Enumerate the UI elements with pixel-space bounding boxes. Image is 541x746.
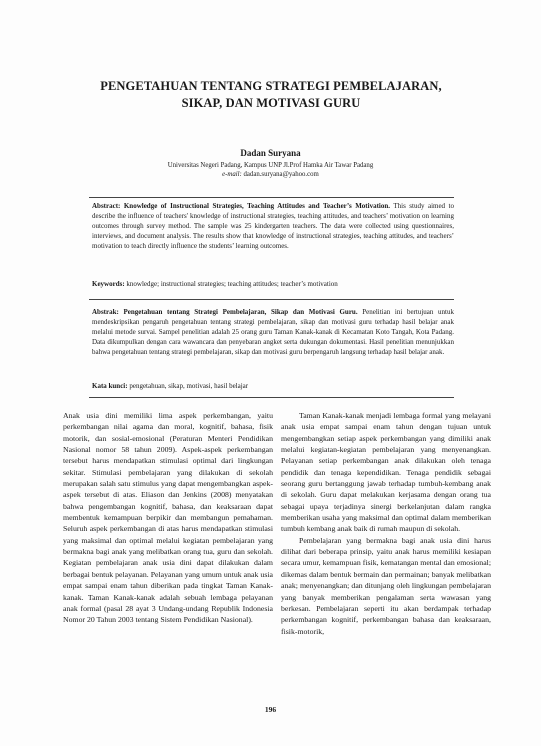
- abstract-en-heading: Abstract: Knowledge of Instructional Strategies, Teaching Attitudes and Teacher’s Motivation.: [92, 202, 391, 210]
- abstract-id-heading: Abstrak: Pengetahuan tentang Strategi Pembelajaran, Sikap dan Motivasi Guru.: [92, 308, 358, 316]
- keywords-english: [92, 279, 454, 289]
- author-affiliation: Universitas Negeri Padang, Kampus UNP Jl.Prof Hamka Air Tawar Padang: [167, 162, 374, 169]
- title-line-1: PENGETAHUAN TENTANG STRATEGI PEMBELAJARAN,: [100, 79, 442, 93]
- email-address: dadan.suryana@yahoo.com: [243, 171, 319, 178]
- title-line-2: SIKAP, DAN MOTIVASI GURU: [181, 96, 361, 110]
- abstract-indonesian: [92, 307, 454, 357]
- abstract-top-rule: [89, 197, 454, 198]
- page-number: 196: [264, 705, 277, 714]
- keywords-en-label: Keywords:: [92, 280, 125, 288]
- abstract-id-body: Penelitian ini bertujuan untuk mendeskripsikan pengaruh pengetahuan tentang strategi pembelajaran, sikap dan motivasi guru terhadap hasil belajar anak melalui metode survai. Sampel penelitian adalah 25 orang guru Taman Kanak-kanak di Kecamatan Koto Tangah, Kota Padang. Data dikumpulkan dengan cara wawancara dan penyebaran angket serta dukungan dokumentasi. Hasil penelitian menunjukkan bahwa pengetahuan tentang strategi pembelajaran, sikap dan motivasi guru berpengaruh langsung terhadap hasil belajar anak.: [92, 308, 454, 357]
- keywords-en-text: knowledge; instructional strategies; teaching attitudes; teacher’s motivation: [124, 280, 338, 288]
- body-paragraph: Anak usia dini memiliki lima aspek perkembangan, yaitu perkembangan nilai agama dan moral, kognitif, bahasa, fisik motorik, dan sosial-emosional (Peraturan Menteri Pendidikan Nasional nomor 58 tahun 2009). Aspek-aspek perkembangan tersebut harus mendapatkan stimulasi optimal dari lingkungan sekitar. Stimulasi pembelajaran yang dilakukan di sekolah merupakan salah satu stimulus yang dapat mengembangkan aspek-aspek tersebut di atas. Eliason dan Jenkins (2008) menyatakan bahwa pengembangan kognitif, bahasa, dan keaksaraan dapat membentuk kemampuan berpikir dan membangun pemahaman. Seluruh aspek perkembangan di atas harus mendapatkan stimulasi yang maksimal dan optimal melalui kegiatan pembelajaran yang bermakna bagi anak yang melibatkan orang tua, guru dan sekolah. Kegiatan pembelajaran anak usia dini dapat dilakukan dalam berbagai bentuk pelayanan. Pelayanan yang umum untuk anak usia empat sampai enam tahun diberikan pada tingkat Taman Kanak-kanak. Taman Kanak-kanak adalah sebuah lembaga pelayanan anak formal (pasal 28 ayat 3 Undang-undang Republik Indonesia Nomor 20 Tahun 2003 tentang Sistem Pendidikan Nasional).: [63, 411, 273, 625]
- body-column-left: [63, 410, 273, 626]
- abstract-english: [92, 201, 454, 251]
- body-column-right: [281, 410, 491, 637]
- email-label: e-mail:: [222, 171, 242, 178]
- keywords-id-text: pengetahuan, sikap, motivasi, hasil belajar: [127, 382, 249, 390]
- body-paragraph: Pembelajaran yang bermakna bagi anak usia dini harus dilihat dari beberapa prinsip, yaitu anak harus memiliki kesiapan secara umur, kemampuan fisik, kematangan mental dan emosional; dikemas dalam bentuk bermain dan permainan; banyak melibatkan anak; menyenangkan; dan ditunjang oleh lingkungan pembelajaran yang banyak memberikan pengalaman serta wawasan yang berkesan. Pembelajaran seperti itu akan berdampak terhadap perkembangan kognitif, perkembangan bahasa dan keaksaraan, fisik-motorik,: [281, 535, 491, 636]
- author-email-line: [0, 171, 541, 178]
- abstract-bottom-rule: [89, 397, 454, 398]
- body-paragraph: Taman Kanak-kanak menjadi lembaga formal yang melayani anak usia empat sampai enam tahun dengan tujuan untuk mengembangkan setiap aspek perkembangan yang dimiliki anak melalui kegiatan-kegiatan pembelajaran yang menyenangkan. Pelayanan setiap perkembangan anak dilakukan oleh tenaga pendidik dan tenaga kependidikan. Tenaga pendidik sebagai seorang guru bertanggung jawab terhadap tumbuh-kembang anak di sekolah. Guru dapat melakukan kerjasama dengan orang tua sebagai upaya terjadinya sinergi berkelanjutan dalam rangka memberikan usaha yang maksimal dan optimal dalam memberikan tumbuh kembang anak baik di rumah maupun di sekolah.: [281, 411, 491, 534]
- abstract-middle-rule: [89, 299, 454, 300]
- keywords-indonesian: [92, 381, 454, 391]
- author-name: Dadan Suryana: [240, 148, 301, 158]
- keywords-id-label: Kata kunci:: [92, 382, 128, 390]
- abstract-en-body: This study aimed to describe the influence of teachers' knowledge of instructional strategies, teaching attitudes, and teachers’ motivation on learning outcomes through survey method. The sample was 25 kindergarten teachers. The data were collected using questionnaires, interviews, and document analysis. The results show that knowledge of instructional strategies, teaching attitudes, and teachers’ motivation to teach directly influence the students’ learning outcomes.: [92, 202, 454, 251]
- article-title: [60, 78, 482, 112]
